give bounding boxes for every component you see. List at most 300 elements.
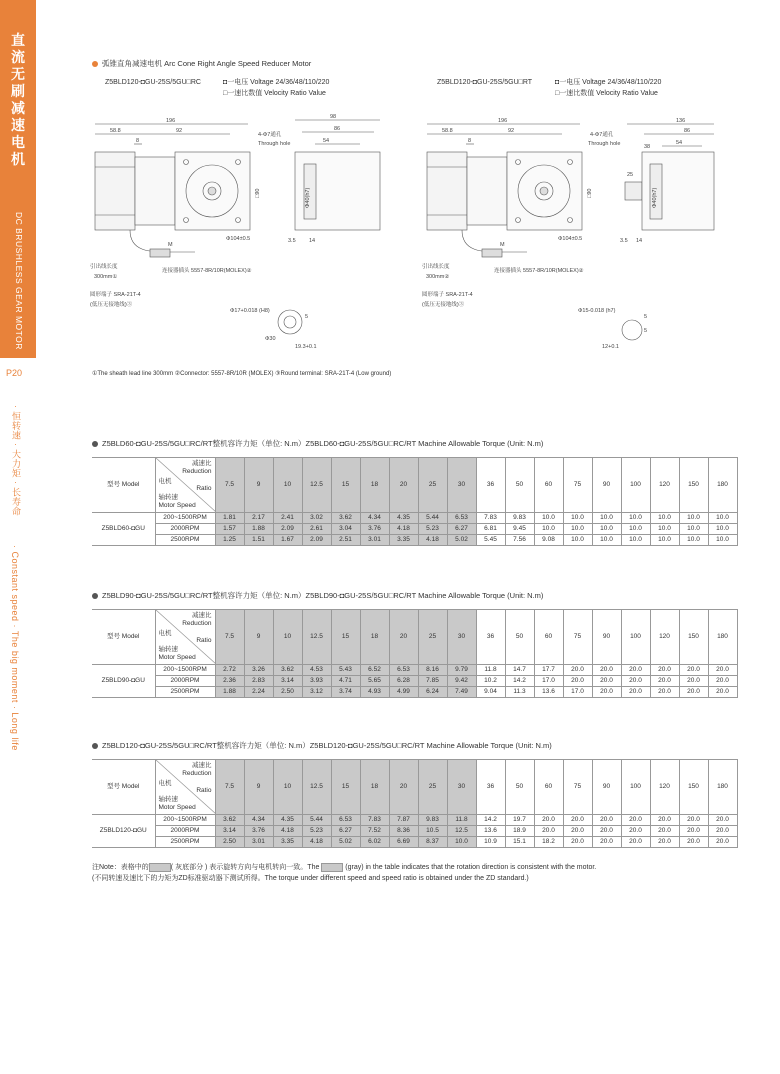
torque-cell: 1.88 <box>244 524 273 535</box>
torque-cell: 2.17 <box>244 513 273 524</box>
torque-cell: 20.0 <box>650 826 679 837</box>
ratio-header: 90 <box>592 760 621 815</box>
torque-cell: 10.0 <box>650 535 679 546</box>
torque-cell: 20.0 <box>592 665 621 676</box>
torque-cell: 10.0 <box>563 524 592 535</box>
speed-cell: 2000RPM <box>155 826 215 837</box>
speed-cell: 2000RPM <box>155 676 215 687</box>
svg-text:14: 14 <box>309 238 316 244</box>
svg-text:5: 5 <box>644 314 648 320</box>
ratio-header: 75 <box>563 458 592 513</box>
torque-cell: 20.0 <box>621 687 650 698</box>
torque-cell: 13.6 <box>476 826 505 837</box>
torque-cell: 9.83 <box>505 513 534 524</box>
ratio-header: 60 <box>534 458 563 513</box>
torque-cell: 9.08 <box>534 535 563 546</box>
torque-cell: 3.62 <box>215 815 244 826</box>
torque-cell: 6.69 <box>389 837 418 848</box>
ratio-header: 30 <box>447 458 476 513</box>
ratio-header: 100 <box>621 760 650 815</box>
model-cell: Z5BLD90-◘GU <box>92 665 155 698</box>
torque-cell: 8.37 <box>418 837 447 848</box>
torque-table-90 <box>92 609 738 698</box>
torque-cell: 3.76 <box>244 826 273 837</box>
torque-cell: 5.02 <box>447 535 476 546</box>
svg-text:300mm①: 300mm① <box>94 274 118 280</box>
torque-cell: 5.44 <box>418 513 447 524</box>
torque-cell: 20.0 <box>592 826 621 837</box>
torque-cell: 3.01 <box>244 837 273 848</box>
torque-cell: 5.45 <box>476 535 505 546</box>
torque-cell: 18.9 <box>505 826 534 837</box>
torque-cell: 2.72 <box>215 665 244 676</box>
torque-cell: 1.51 <box>244 535 273 546</box>
features-en: · Constant speed · The big moment · Long life <box>10 545 20 751</box>
torque-cell: 1.57 <box>215 524 244 535</box>
svg-text:4-Φ7通孔: 4-Φ7通孔 <box>258 132 282 138</box>
torque-cell: 1.81 <box>215 513 244 524</box>
torque-cell: 20.0 <box>563 676 592 687</box>
torque-cell: 7.49 <box>447 687 476 698</box>
torque-table-120 <box>92 759 738 848</box>
torque-cell: 20.0 <box>563 837 592 848</box>
torque-cell: 1.88 <box>215 687 244 698</box>
torque-cell: 20.0 <box>621 815 650 826</box>
torque-cell: 3.62 <box>273 665 302 676</box>
svg-text:86: 86 <box>684 128 691 134</box>
ratio-header: 18 <box>360 458 389 513</box>
torque-cell: 7.85 <box>418 676 447 687</box>
torque-cell: 9.83 <box>418 815 447 826</box>
ratio-header: 18 <box>360 760 389 815</box>
torque-cell: 3.62 <box>331 513 360 524</box>
svg-text:(低压无接地线)③: (低压无接地线)③ <box>422 302 465 308</box>
drawing-section-title: 弧锥直角减速电机 Arc Cone Right Angle Speed Reducer Motor <box>92 58 311 69</box>
svg-text:Φ40(h7): Φ40(h7) <box>305 187 311 208</box>
speed-cell: 200~1500RPM <box>155 665 215 676</box>
ratio-header: 50 <box>505 458 534 513</box>
torque-cell: 4.35 <box>389 513 418 524</box>
torque-cell: 14.7 <box>505 665 534 676</box>
svg-text:5: 5 <box>644 328 648 334</box>
torque-cell: 3.76 <box>360 524 389 535</box>
speed-cell: 2500RPM <box>155 837 215 848</box>
svg-text:Φ15-0.018 (h7): Φ15-0.018 (h7) <box>578 308 616 314</box>
torque-cell: 7.83 <box>360 815 389 826</box>
svg-text:4-Φ7通孔: 4-Φ7通孔 <box>590 132 614 138</box>
torque-cell: 10.0 <box>563 535 592 546</box>
bullet-icon <box>92 441 98 447</box>
ratio-header: 25 <box>418 760 447 815</box>
torque-cell: 10.0 <box>708 535 737 546</box>
torque-cell: 2.09 <box>302 535 331 546</box>
svg-text:引出线长度: 引出线长度 <box>422 264 450 270</box>
torque-cell: 5.23 <box>302 826 331 837</box>
sidebar-title-cn: 直流无刷减速电机 <box>11 32 25 167</box>
svg-text:M: M <box>168 242 173 248</box>
svg-text:196: 196 <box>498 118 508 124</box>
svg-text:86: 86 <box>334 126 341 132</box>
torque-cell: 20.0 <box>708 687 737 698</box>
gray-swatch <box>149 863 171 872</box>
model-header: 型号 Model <box>92 610 155 665</box>
svg-text:Φ30: Φ30 <box>265 336 276 342</box>
svg-text:8: 8 <box>468 138 472 144</box>
torque-cell: 20.0 <box>679 837 708 848</box>
torque-cell: 3.01 <box>360 535 389 546</box>
torque-cell: 4.18 <box>302 837 331 848</box>
sidebar-title-en: DC BRUSHLESS GEAR MOTOR <box>14 212 24 350</box>
features-cn: · 恒转速 · 大力矩 · 长寿命 <box>11 405 21 516</box>
gray-swatch <box>321 863 343 872</box>
ratio-header: 15 <box>331 610 360 665</box>
svg-text:Through hole: Through hole <box>258 141 291 147</box>
right-model-spec: Z5BLD120-◘GU-25S/5GU□RT ◘一电压 Voltage 24/36/48/110/220 □一速比数值 Velocity Ratio Value <box>437 79 662 97</box>
svg-text:92: 92 <box>176 128 183 134</box>
svg-text:连接器插头 5557-8R/10R(MOLEX)②: 连接器插头 5557-8R/10R(MOLEX)② <box>162 268 252 274</box>
svg-text:54: 54 <box>323 138 330 144</box>
torque-cell: 10.0 <box>650 524 679 535</box>
right-motor-drawing <box>422 112 722 362</box>
torque-cell: 20.0 <box>592 687 621 698</box>
speed-cell: 200~1500RPM <box>155 513 215 524</box>
torque-cell: 10.0 <box>563 513 592 524</box>
torque-cell: 4.18 <box>418 535 447 546</box>
ratio-header: 9 <box>244 610 273 665</box>
torque-table-60 <box>92 457 738 546</box>
torque-cell: 3.04 <box>331 524 360 535</box>
drawing-notes: ①The sheath lead line 300mm ②Connector: 5557-8R/10R (MOLEX) ③Round terminal: SRA-21T-4 (Low ground) <box>92 371 392 377</box>
svg-text:300mm②: 300mm② <box>426 274 450 280</box>
ratio-speed-header: 减速比 Reduction 电机 Ratio 轴转速 Motor Speed <box>155 760 215 815</box>
torque-cell: 6.27 <box>447 524 476 535</box>
torque-cell: 20.0 <box>708 815 737 826</box>
torque-cell: 9.79 <box>447 665 476 676</box>
svg-text:136: 136 <box>676 118 686 124</box>
ratio-header: 150 <box>679 458 708 513</box>
torque-cell: 3.14 <box>273 676 302 687</box>
torque-cell: 9.45 <box>505 524 534 535</box>
torque-cell: 20.0 <box>621 837 650 848</box>
torque-cell: 2.50 <box>215 837 244 848</box>
torque-cell: 3.26 <box>244 665 273 676</box>
torque-cell: 15.1 <box>505 837 534 848</box>
speed-cell: 200~1500RPM <box>155 815 215 826</box>
torque-cell: 3.35 <box>273 837 302 848</box>
torque-cell: 8.16 <box>418 665 447 676</box>
ratio-header: 90 <box>592 458 621 513</box>
torque-cell: 2.83 <box>244 676 273 687</box>
page-number: P20 <box>6 368 23 378</box>
torque-cell: 11.8 <box>447 815 476 826</box>
torque-cell: 4.34 <box>360 513 389 524</box>
torque-cell: 20.0 <box>679 687 708 698</box>
torque-cell: 20.0 <box>563 826 592 837</box>
ratio-header: 25 <box>418 458 447 513</box>
sidebar-banner <box>0 0 36 358</box>
torque-cell: 1.67 <box>273 535 302 546</box>
svg-text:3.5: 3.5 <box>288 238 296 244</box>
torque-cell: 7.83 <box>476 513 505 524</box>
svg-text:12+0.1: 12+0.1 <box>602 344 619 350</box>
torque-cell: 10.0 <box>621 513 650 524</box>
torque-cell: 6.53 <box>331 815 360 826</box>
torque-cell: 20.0 <box>679 826 708 837</box>
left-model-spec: Z5BLD120-◘GU-25S/5GU□RC ◘一电压 Voltage 24/36/48/110/220 □一速比数值 Velocity Ratio Value <box>105 79 330 97</box>
torque-cell: 10.0 <box>679 535 708 546</box>
ratio-header: 20 <box>389 760 418 815</box>
torque-cell: 5.02 <box>331 837 360 848</box>
torque-cell: 20.0 <box>563 665 592 676</box>
ratio-header: 7.5 <box>215 610 244 665</box>
svg-text:□90: □90 <box>255 188 261 198</box>
torque-cell: 20.0 <box>650 815 679 826</box>
torque-cell: 2.36 <box>215 676 244 687</box>
torque-cell: 4.71 <box>331 676 360 687</box>
ratio-header: 10 <box>273 458 302 513</box>
ratio-header: 50 <box>505 760 534 815</box>
torque-cell: 10.2 <box>476 676 505 687</box>
ratio-header: 100 <box>621 458 650 513</box>
torque-cell: 2.50 <box>273 687 302 698</box>
torque-cell: 10.0 <box>592 535 621 546</box>
torque-cell: 2.41 <box>273 513 302 524</box>
ratio-header: 20 <box>389 458 418 513</box>
left-motor-drawing <box>90 112 390 362</box>
torque-cell: 20.0 <box>650 687 679 698</box>
svg-text:8: 8 <box>136 138 140 144</box>
torque-cell: 12.5 <box>447 826 476 837</box>
torque-cell: 20.0 <box>650 676 679 687</box>
torque-cell: 20.0 <box>708 665 737 676</box>
ratio-header: 75 <box>563 760 592 815</box>
ratio-header: 90 <box>592 610 621 665</box>
model-cell: Z5BLD120-◘GU <box>92 815 155 848</box>
ratio-header: 50 <box>505 610 534 665</box>
ratio-header: 10 <box>273 610 302 665</box>
torque-cell: 11.3 <box>505 687 534 698</box>
torque-cell: 2.61 <box>302 524 331 535</box>
torque-cell: 3.35 <box>389 535 418 546</box>
torque-cell: 7.52 <box>360 826 389 837</box>
svg-text:54: 54 <box>676 140 683 146</box>
torque-cell: 10.0 <box>592 524 621 535</box>
svg-text:Φ17+0.018 (H8): Φ17+0.018 (H8) <box>230 308 270 314</box>
torque-cell: 20.0 <box>708 837 737 848</box>
model-header: 型号 Model <box>92 458 155 513</box>
ratio-header: 12.5 <box>302 760 331 815</box>
ratio-header: 30 <box>447 610 476 665</box>
torque-cell: 3.93 <box>302 676 331 687</box>
torque-cell: 5.44 <box>302 815 331 826</box>
torque-cell: 7.87 <box>389 815 418 826</box>
torque-cell: 20.0 <box>679 815 708 826</box>
svg-text:98: 98 <box>330 114 337 120</box>
torque-cell: 10.5 <box>418 826 447 837</box>
torque-cell: 10.0 <box>650 513 679 524</box>
ratio-header: 180 <box>708 610 737 665</box>
torque-cell: 10.0 <box>621 524 650 535</box>
svg-text:25: 25 <box>627 172 634 178</box>
torque-cell: 10.0 <box>621 535 650 546</box>
torque-cell: 3.74 <box>331 687 360 698</box>
bullet-icon <box>92 593 98 599</box>
ratio-header: 10 <box>273 760 302 815</box>
bullet-icon <box>92 61 98 67</box>
ratio-header: 12.5 <box>302 458 331 513</box>
speed-cell: 2500RPM <box>155 687 215 698</box>
ratio-speed-header: 减速比 Reduction 电机 Ratio 轴转速 Motor Speed <box>155 610 215 665</box>
table2-title: Z5BLD90-◘GU-25S/5GU□RC/RT整机容许力矩（单位: N.m）Z5BLD90-◘GU-25S/5GU□RC/RT Machine Allowable Torque (Unit: N.m) <box>92 590 543 601</box>
torque-cell: 6.52 <box>360 665 389 676</box>
torque-cell: 2.24 <box>244 687 273 698</box>
torque-cell: 13.6 <box>534 687 563 698</box>
svg-text:92: 92 <box>508 128 515 134</box>
torque-cell: 6.53 <box>447 513 476 524</box>
torque-cell: 4.53 <box>302 665 331 676</box>
torque-cell: 20.0 <box>621 676 650 687</box>
torque-cell: 6.53 <box>389 665 418 676</box>
ratio-header: 30 <box>447 760 476 815</box>
ratio-header: 180 <box>708 760 737 815</box>
model-cell: Z5BLD60-◘GU <box>92 513 155 546</box>
torque-cell: 9.42 <box>447 676 476 687</box>
ratio-header: 20 <box>389 610 418 665</box>
ratio-header: 180 <box>708 458 737 513</box>
torque-cell: 20.0 <box>650 837 679 848</box>
torque-cell: 6.81 <box>476 524 505 535</box>
torque-cell: 17.0 <box>534 676 563 687</box>
torque-cell: 4.35 <box>273 815 302 826</box>
torque-cell: 3.02 <box>302 513 331 524</box>
table1-title: Z5BLD60-◘GU-25S/5GU□RC/RT整机容许力矩（单位: N.m）Z5BLD60-◘GU-25S/5GU□RC/RT Machine Allowable Torque (Unit: N.m) <box>92 438 543 449</box>
torque-cell: 2.51 <box>331 535 360 546</box>
torque-cell: 20.0 <box>592 815 621 826</box>
torque-cell: 20.0 <box>679 665 708 676</box>
ratio-header: 150 <box>679 760 708 815</box>
torque-cell: 8.36 <box>389 826 418 837</box>
torque-cell: 10.0 <box>708 524 737 535</box>
torque-cell: 10.0 <box>534 513 563 524</box>
svg-text:5: 5 <box>305 314 309 320</box>
torque-cell: 2.09 <box>273 524 302 535</box>
svg-text:58.8: 58.8 <box>110 128 121 134</box>
torque-cell: 20.0 <box>679 676 708 687</box>
torque-cell: 10.0 <box>592 513 621 524</box>
svg-text:14: 14 <box>636 238 643 244</box>
svg-text:196: 196 <box>166 118 176 124</box>
ratio-header: 7.5 <box>215 458 244 513</box>
torque-cell: 10.0 <box>679 524 708 535</box>
ratio-header: 36 <box>476 760 505 815</box>
torque-cell: 3.14 <box>215 826 244 837</box>
torque-cell: 6.02 <box>360 837 389 848</box>
svg-text:M: M <box>500 242 505 248</box>
torque-cell: 19.7 <box>505 815 534 826</box>
ratio-header: 12.5 <box>302 610 331 665</box>
ratio-header: 75 <box>563 610 592 665</box>
torque-cell: 11.8 <box>476 665 505 676</box>
ratio-header: 18 <box>360 610 389 665</box>
torque-cell: 6.24 <box>418 687 447 698</box>
torque-cell: 20.0 <box>708 826 737 837</box>
torque-cell: 14.2 <box>505 676 534 687</box>
torque-cell: 20.0 <box>534 815 563 826</box>
torque-cell: 20.0 <box>592 837 621 848</box>
svg-text:圆形端子 SRA-21T-4: 圆形端子 SRA-21T-4 <box>90 292 141 298</box>
svg-text:Through hole: Through hole <box>588 141 621 147</box>
svg-text:19.3+0.1: 19.3+0.1 <box>295 344 317 350</box>
ratio-header: 60 <box>534 610 563 665</box>
torque-cell: 20.0 <box>621 826 650 837</box>
svg-text:(低压无接地线)③: (低压无接地线)③ <box>90 302 133 308</box>
svg-text:引出线长度: 引出线长度 <box>90 264 118 270</box>
torque-cell: 3.12 <box>302 687 331 698</box>
ratio-header: 120 <box>650 610 679 665</box>
ratio-speed-header: 减速比 Reduction 电机 Ratio 轴转速 Motor Speed <box>155 458 215 513</box>
ratio-header: 15 <box>331 760 360 815</box>
torque-cell: 6.27 <box>331 826 360 837</box>
torque-cell: 6.28 <box>389 676 418 687</box>
svg-text:Φ104±0.5: Φ104±0.5 <box>558 236 583 242</box>
torque-cell: 10.0 <box>679 513 708 524</box>
ratio-header: 150 <box>679 610 708 665</box>
footnote: 注Note：表格中的 ( 灰底部分 ) 表示旋转方向与电机转向一致。The (gray) in the table indicates that the rotation direction is consistent with the motor. (不同转速及速比下的力矩为ZD标准驱动器下测试所得。The torque under different speed and speed ratio is obtained under the ZD standard.) <box>92 864 597 882</box>
torque-cell: 7.56 <box>505 535 534 546</box>
table3-title: Z5BLD120-◘GU-25S/5GU□RC/RT整机容许力矩（单位: N.m）Z5BLD120-◘GU-25S/5GU□RC/RT Machine Allowable Torque (Unit: N.m) <box>92 740 552 751</box>
ratio-header: 25 <box>418 610 447 665</box>
ratio-header: 7.5 <box>215 760 244 815</box>
torque-cell: 20.0 <box>650 665 679 676</box>
speed-cell: 2500RPM <box>155 535 215 546</box>
torque-cell: 9.04 <box>476 687 505 698</box>
torque-cell: 17.0 <box>563 687 592 698</box>
torque-cell: 20.0 <box>708 676 737 687</box>
ratio-header: 9 <box>244 760 273 815</box>
ratio-header: 36 <box>476 610 505 665</box>
torque-cell: 4.34 <box>244 815 273 826</box>
torque-cell: 10.0 <box>447 837 476 848</box>
torque-cell: 4.99 <box>389 687 418 698</box>
torque-cell: 20.0 <box>592 676 621 687</box>
torque-cell: 20.0 <box>534 826 563 837</box>
speed-cell: 2000RPM <box>155 524 215 535</box>
svg-text:38: 38 <box>644 144 651 150</box>
torque-cell: 20.0 <box>621 665 650 676</box>
torque-cell: 10.0 <box>534 524 563 535</box>
torque-cell: 4.18 <box>273 826 302 837</box>
svg-text:圆形端子 SRA-21T-4: 圆形端子 SRA-21T-4 <box>422 292 473 298</box>
torque-cell: 10.0 <box>708 513 737 524</box>
ratio-header: 60 <box>534 760 563 815</box>
torque-cell: 4.18 <box>389 524 418 535</box>
ratio-header: 15 <box>331 458 360 513</box>
torque-cell: 20.0 <box>563 815 592 826</box>
torque-cell: 1.25 <box>215 535 244 546</box>
torque-cell: 17.7 <box>534 665 563 676</box>
svg-text:□90: □90 <box>587 188 593 198</box>
torque-cell: 18.2 <box>534 837 563 848</box>
ratio-header: 120 <box>650 760 679 815</box>
torque-cell: 5.23 <box>418 524 447 535</box>
torque-cell: 5.43 <box>331 665 360 676</box>
svg-text:3.5: 3.5 <box>620 238 628 244</box>
torque-cell: 14.2 <box>476 815 505 826</box>
ratio-header: 36 <box>476 458 505 513</box>
svg-text:58.8: 58.8 <box>442 128 453 134</box>
torque-cell: 10.9 <box>476 837 505 848</box>
model-header: 型号 Model <box>92 760 155 815</box>
